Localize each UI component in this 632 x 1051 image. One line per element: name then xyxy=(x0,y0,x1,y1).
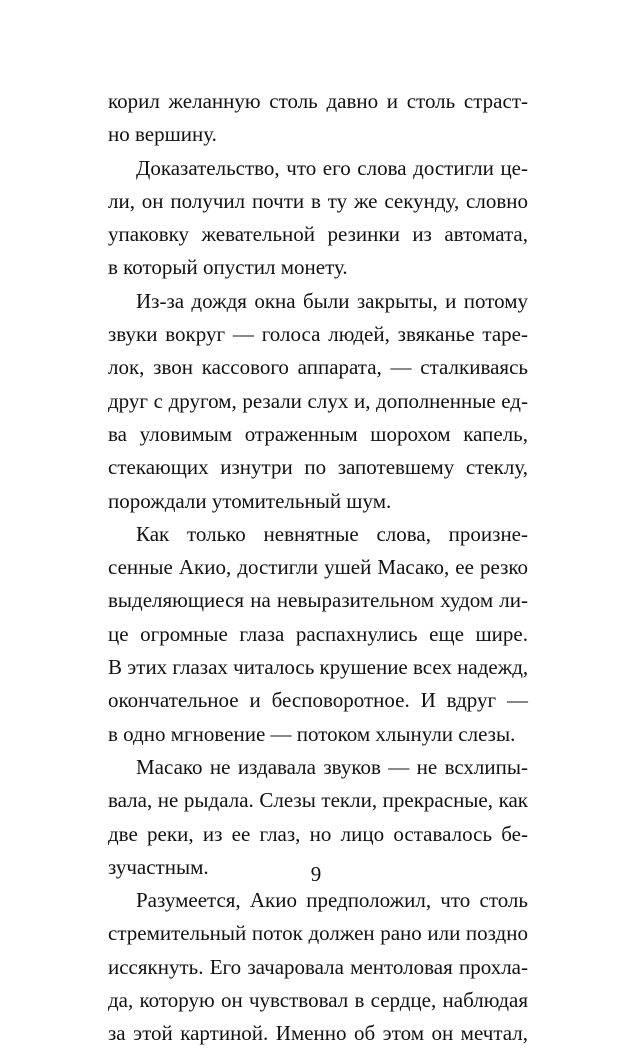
text-line: корил желанную столь давно и столь страст- xyxy=(108,89,528,113)
text-line: порождали утомительный шум. xyxy=(108,488,392,513)
text-line: друг с другом, резали слух и, дополненные ед- xyxy=(108,388,528,413)
text-line: Масако не издавала звуков — не всхлипы- xyxy=(136,754,528,779)
text-line: звуки вокруг — голоса людей, звяканье таре- xyxy=(108,322,528,347)
text-line: выделяющиеся на невыразительном худом ли- xyxy=(108,588,528,613)
text-line: ва уловимым отраженным шорохом капель, xyxy=(108,421,528,446)
text-line: стекающих изнутри по запотевшему стеклу, xyxy=(108,455,528,480)
text-line: Разумеется, Акио предположил, что столь xyxy=(136,888,528,913)
text-line: окончательное и бесповоротное. И вдруг — xyxy=(108,688,528,713)
page-body-text xyxy=(108,85,528,1051)
text-line: да, которую он чувствовал в сердце, наблюдая xyxy=(108,988,528,1013)
text-line: иссякнуть. Его зачаровала ментоловая прохла- xyxy=(108,954,528,979)
text-line: лок, звон кассового аппарата, — сталкиваясь xyxy=(108,355,528,380)
text-line: зучастным. xyxy=(108,854,209,879)
text-line: В этих глазах читалось крушение всех надежд, xyxy=(108,655,529,680)
text-line: Доказательство, что его слова достигли це- xyxy=(136,155,528,180)
text-line: це огромные глаза распахнулись еще шире. xyxy=(108,621,528,646)
text-line: в который опустил монету. xyxy=(108,255,348,280)
text-line: за этой картиной. Именно об этом он мечтал, xyxy=(108,1021,528,1046)
text-line: ли, он получил почти в ту же секунду, словно xyxy=(108,188,528,213)
text-line: две реки, из ее глаз, но лицо оставалось бе- xyxy=(108,821,528,846)
text-line: сенные Акио, достигли ушей Масако, ее резко xyxy=(108,555,528,580)
text-line: стремительный поток должен рано или поздно xyxy=(108,921,528,946)
text-line: но вершину. xyxy=(108,122,217,147)
text-line: в одно мгновение — потоком хлынули слезы. xyxy=(108,721,516,746)
page-number: 9 xyxy=(310,862,322,886)
text-line: Из-за дождя окна были закрыты, и потому xyxy=(136,288,528,313)
text-line: упаковку жевательной резинки из автомата, xyxy=(108,222,528,247)
text-line: вала, не рыдала. Слезы текли, прекрасные, как xyxy=(108,788,528,813)
text-line: Как только невнятные слова, произне- xyxy=(136,521,528,546)
